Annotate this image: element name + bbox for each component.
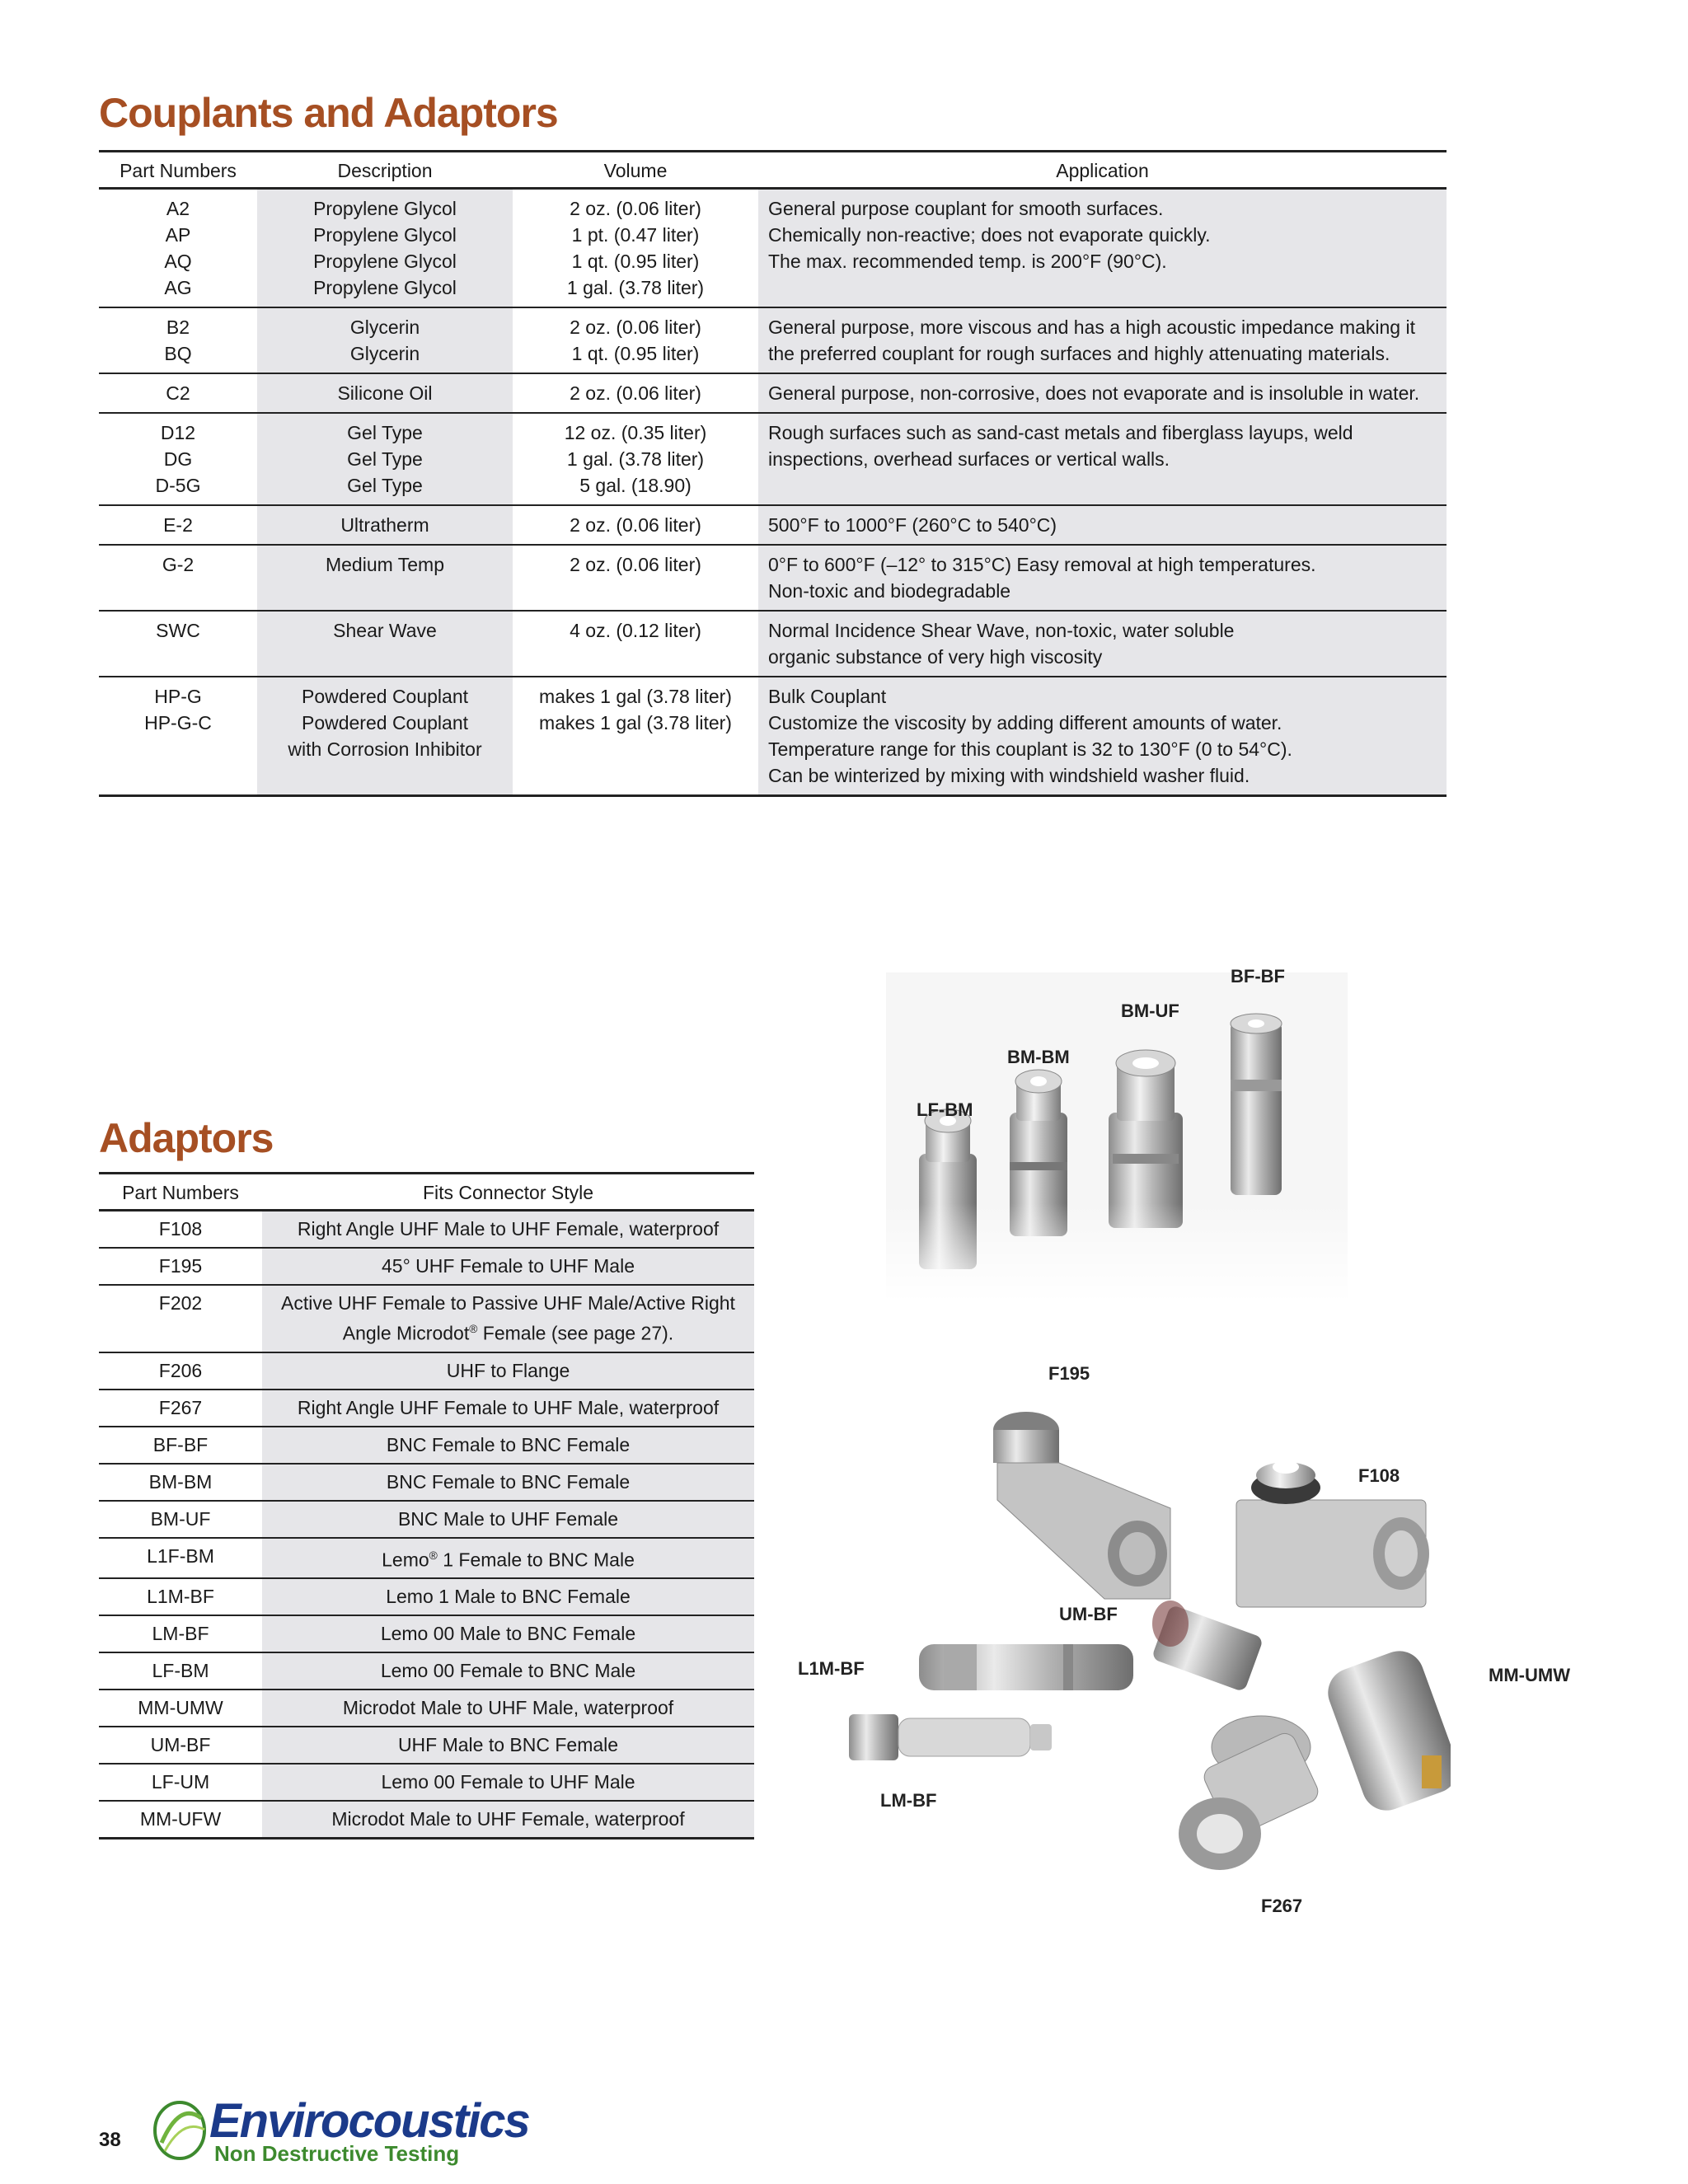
part-number-cell: F202 [99,1285,262,1352]
header-part-numbers: Part Numbers [99,152,257,189]
application-cell-line: Temperature range for this couplant is 32 to 130°F (0 to 54°C). [768,738,1292,760]
adaptor-row [99,1538,754,1579]
description-cell-line: Ultratherm [340,514,429,536]
connector-style-cell-line: Lemo 00 Female to UHF Male [381,1771,635,1793]
label-l1m-bf: L1M-BF [798,1658,865,1679]
lm-bf-adaptor-image [849,1714,1052,1760]
header-volume: Volume [513,152,758,189]
description-cell [257,307,513,373]
description-cell [257,413,513,505]
connector-style-cell [262,1211,754,1249]
connector-style-cell-line: Angle Microdot® Female (see page 27). [342,1322,674,1344]
volume-cell-line: 1 qt. (0.95 liter) [571,343,700,364]
application-cell-line: General purpose couplant for smooth surfaces. [768,198,1164,219]
envirocoustics-logo [147,2093,529,2168]
part-number-cell: BM-BM [99,1464,262,1501]
volume-cell-line: makes 1 gal (3.78 liter) [539,712,732,733]
couplants-title: Couplants and Adaptors [99,90,558,136]
couplant-row [99,611,1447,677]
volume-cell [513,611,758,677]
part-numbers-cell [99,189,257,308]
logo-name: Envirocoustics [209,2094,529,2148]
connector-style-cell-line: Right Angle UHF Female to UHF Male, waterproof [297,1396,720,1418]
adaptor-row [99,1464,754,1501]
part-number-cell: UM-BF [99,1727,262,1764]
label-bm-bm: BM-BM [1007,1047,1070,1067]
label-lf-bm: LF-BM [917,1099,973,1120]
couplant-row [99,189,1447,308]
l1m-bf-adaptor-image [919,1644,1133,1690]
description-cell-line: Medium Temp [325,554,445,575]
connector-style-cell [262,1652,754,1690]
connector-style-cell-line: Lemo 00 Female to BNC Male [380,1660,636,1682]
adaptor-row [99,1727,754,1764]
description-cell [257,373,513,413]
label-lm-bf: LM-BF [880,1790,937,1811]
adaptors-header-row [99,1174,754,1211]
description-cell-line: Gel Type [347,475,423,496]
volume-cell-line: 1 qt. (0.95 liter) [571,251,700,272]
description-cell-line: Powdered Couplant [301,686,469,707]
part-number-cell: BF-BF [99,1427,262,1464]
part-numbers-cell [99,373,257,413]
adaptor-row [99,1211,754,1249]
description-cell-line: Propylene Glycol [313,277,457,298]
connector-style-cell-line: Lemo® 1 Female to BNC Male [382,1549,635,1571]
description-cell [257,611,513,677]
connector-style-cell [262,1390,754,1427]
connector-style-cell-line: Microdot Male to UHF Male, waterproof [342,1697,674,1719]
application-cell-line: Bulk Couplant [768,686,887,707]
adaptor-row [99,1501,754,1538]
bnc-adaptors-photo [886,972,1348,1302]
volume-cell-line: 4 oz. (0.12 liter) [570,620,701,641]
description-cell-line: Gel Type [347,422,423,443]
description-cell-line: with Corrosion Inhibitor [288,738,482,760]
part-number-cell: LF-BM [99,1652,262,1690]
adaptor-row [99,1764,754,1801]
couplants-header-row [99,152,1447,189]
header-description: Description [257,152,513,189]
label-f267: F267 [1261,1896,1303,1916]
volume-cell-line: 1 pt. (0.47 liter) [571,224,700,246]
volume-cell [513,373,758,413]
part-number-cell: F108 [99,1211,262,1249]
part-numbers-cell-line: G-2 [162,554,195,575]
page-number: 38 [99,2129,121,2151]
part-numbers-cell-line: AG [164,277,192,298]
connector-style-cell-line: BNC Male to UHF Female [397,1507,619,1530]
application-cell [758,611,1447,677]
application-cell-line: 500°F to 1000°F (260°C to 540°C) [768,514,1057,536]
part-numbers-cell-line: A2 [166,198,190,219]
adaptors-table [99,1172,754,1840]
part-number-cell: F206 [99,1352,262,1390]
volume-cell-line: 1 gal. (3.78 liter) [566,448,705,470]
part-numbers-cell-line: HP-G-C [144,712,212,733]
volume-cell [513,307,758,373]
application-cell-line: 0°F to 600°F (–12° to 315°C) Easy removal at high temperatures. [768,554,1316,575]
application-cell [758,505,1447,545]
volume-cell [513,413,758,505]
description-cell-line: Propylene Glycol [313,251,457,272]
adaptor-row [99,1801,754,1839]
volume-cell-line: 2 oz. (0.06 liter) [570,514,701,536]
connector-style-cell-line: BNC Female to BNC Female [386,1470,631,1493]
application-cell [758,677,1447,796]
part-number-cell: F195 [99,1248,262,1285]
adaptor-row [99,1578,754,1615]
connector-style-cell [262,1615,754,1652]
application-cell-line: inspections, overhead surfaces or vertical walls. [768,448,1170,470]
part-number-cell: L1M-BF [99,1578,262,1615]
part-numbers-cell-line: DG [163,448,193,470]
connector-style-cell-line: BNC Female to BNC Female [386,1433,631,1455]
application-cell-line: General purpose, more viscous and has a high acoustic impedance making it [768,316,1415,338]
adaptor-row [99,1427,754,1464]
adaptor-row [99,1248,754,1285]
adaptor-row [99,1285,754,1352]
application-cell-line: The max. recommended temp. is 200°F (90°C). [768,251,1167,272]
part-numbers-cell-line: E-2 [163,514,193,536]
volume-cell-line: makes 1 gal (3.78 liter) [539,686,732,707]
application-cell-line: General purpose, non-corrosive, does not evaporate and is insoluble in water. [768,382,1420,404]
description-cell-line: Propylene Glycol [313,198,457,219]
label-um-bf: UM-BF [1059,1604,1118,1624]
description-cell-line: Glycerin [349,343,420,364]
part-numbers-cell-line: C2 [166,382,190,404]
connector-style-cell [262,1501,754,1538]
couplant-row [99,677,1447,796]
volume-cell-line: 12 oz. (0.35 liter) [564,422,707,443]
description-cell-line: Powdered Couplant [301,712,469,733]
label-bm-uf: BM-UF [1121,1001,1179,1021]
part-numbers-cell-line: AP [165,224,191,246]
header-application: Application [758,152,1447,189]
part-numbers-cell-line: SWC [156,620,200,641]
volume-cell-line: 1 gal. (3.78 liter) [566,277,705,298]
description-cell-line: Shear Wave [333,620,437,641]
part-numbers-cell-line: AQ [164,251,192,272]
application-cell [758,189,1447,308]
part-numbers-cell-line: BQ [164,343,192,364]
part-number-cell: MM-UMW [99,1690,262,1727]
part-numbers-cell [99,413,257,505]
application-cell-line: organic substance of very high viscosity [768,646,1103,668]
logo-tagline: Non Destructive Testing [214,2141,460,2166]
application-cell-line: Rough surfaces such as sand-cast metals and fiberglass layups, weld [768,422,1353,443]
label-f195: F195 [1048,1363,1090,1384]
part-number-cell: BM-UF [99,1501,262,1538]
couplant-row [99,413,1447,505]
application-cell [758,373,1447,413]
volume-cell-line: 2 oz. (0.06 liter) [570,316,701,338]
header-fits-connector-style: Fits Connector Style [262,1174,754,1211]
connector-style-cell-line: Lemo 00 Male to BNC Female [380,1623,636,1645]
couplant-row [99,373,1447,413]
connector-style-cell [262,1352,754,1390]
part-number-cell: LM-BF [99,1615,262,1652]
header-part-numbers: Part Numbers [99,1174,262,1211]
application-cell-line: Normal Incidence Shear Wave, non-toxic, water soluble [768,620,1235,641]
couplant-row [99,505,1447,545]
application-cell-line: the preferred couplant for rough surfaces and highly attenuating materials. [768,343,1390,364]
part-numbers-cell [99,505,257,545]
part-numbers-cell [99,545,257,611]
description-cell-line: Glycerin [349,316,420,338]
application-cell [758,413,1447,505]
connector-style-cell [262,1427,754,1464]
description-cell [257,505,513,545]
connector-style-cell [262,1285,754,1352]
part-numbers-cell-line: B2 [166,316,190,338]
couplants-table [99,150,1447,797]
connector-style-cell-line: Right Angle UHF Male to UHF Female, waterproof [297,1218,720,1240]
part-number-cell: LF-UM [99,1764,262,1801]
couplant-row [99,545,1447,611]
connector-style-cell [262,1727,754,1764]
label-mm-umw: MM-UMW [1489,1665,1570,1685]
volume-cell-line: 2 oz. (0.06 liter) [570,382,701,404]
connector-style-cell [262,1801,754,1839]
volume-cell-line: 2 oz. (0.06 liter) [570,198,701,219]
application-cell-line: Non-toxic and biodegradable [768,580,1011,602]
part-number-cell: L1F-BM [99,1538,262,1579]
adaptor-row [99,1390,754,1427]
connector-style-cell-line: UHF Male to BNC Female [397,1734,619,1756]
connector-style-cell [262,1578,754,1615]
description-cell [257,189,513,308]
connector-style-cell [262,1764,754,1801]
description-cell [257,545,513,611]
couplant-row [99,307,1447,373]
adaptor-row [99,1615,754,1652]
application-cell [758,307,1447,373]
part-numbers-cell-line: HP-G [154,686,202,707]
volume-cell [513,189,758,308]
volume-cell-line: 2 oz. (0.06 liter) [570,554,701,575]
volume-cell-line: 5 gal. (18.90) [579,475,692,496]
connector-style-cell-line: UHF to Flange [446,1359,570,1381]
volume-cell [513,677,758,796]
adaptor-row [99,1690,754,1727]
part-numbers-cell [99,307,257,373]
description-cell-line: Propylene Glycol [313,224,457,246]
adaptors-title: Adaptors [99,1115,274,1161]
adaptor-row [99,1352,754,1390]
connector-style-cell-line: 45° UHF Female to UHF Male [382,1255,635,1277]
part-number-cell: F267 [99,1390,262,1427]
connector-style-cell-line: Active UHF Female to Passive UHF Male/Active Right [281,1292,735,1314]
adaptor-row [99,1652,754,1690]
part-numbers-cell [99,611,257,677]
volume-cell [513,545,758,611]
part-number-cell: MM-UFW [99,1801,262,1839]
part-numbers-cell-line: D-5G [155,475,201,496]
connector-style-cell [262,1464,754,1501]
application-cell-line: Chemically non-reactive; does not evaporate quickly. [768,224,1211,246]
description-cell-line: Silicone Oil [337,382,433,404]
connector-style-cell [262,1690,754,1727]
connector-style-cell-line: Lemo 1 Male to BNC Female [386,1586,631,1608]
application-cell-line: Customize the viscosity by adding different amounts of water. [768,712,1282,733]
connector-style-cell-line: Microdot Male to UHF Female, waterproof [331,1808,685,1830]
description-cell [257,677,513,796]
volume-cell [513,505,758,545]
part-numbers-cell-line: D12 [160,422,196,443]
connector-style-cell [262,1248,754,1285]
label-bf-bf: BF-BF [1231,966,1285,987]
connector-style-cell [262,1538,754,1579]
application-cell [758,545,1447,611]
logo-swoosh-icon [147,2093,213,2168]
application-cell-line: Can be winterized by mixing with windshield washer fluid. [768,765,1250,786]
part-numbers-cell [99,677,257,796]
description-cell-line: Gel Type [347,448,423,470]
label-f108: F108 [1358,1465,1400,1486]
